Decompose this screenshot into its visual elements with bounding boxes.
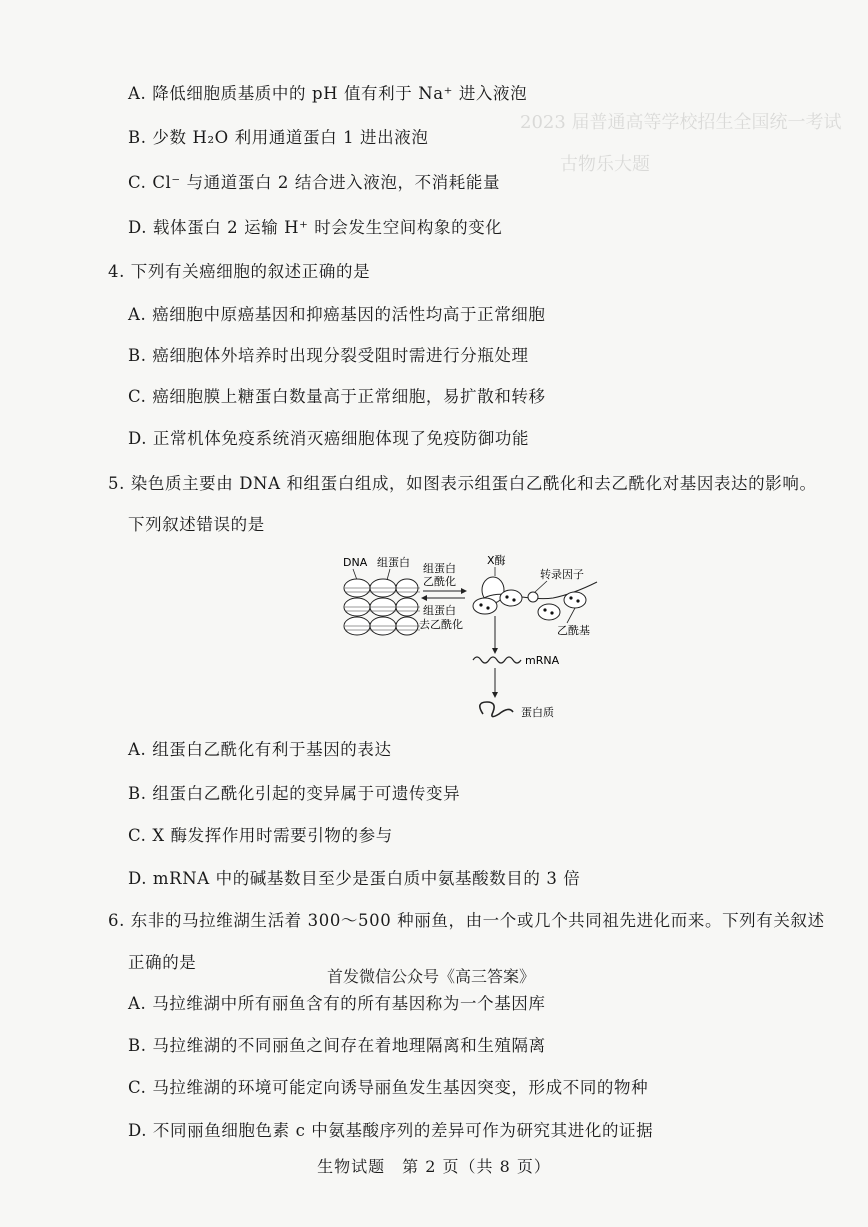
deacetylation-label-1: 组蛋白 bbox=[423, 604, 456, 617]
q6-option-b: B. 马拉维湖的不同丽鱼之间存在着地理隔离和生殖隔离 bbox=[128, 1036, 546, 1055]
q4-option-d: D. 正常机体免疫系统消灭癌细胞体现了免疫防御功能 bbox=[128, 429, 530, 448]
q3-option-d: D. 载体蛋白 2 运输 H⁺ 时会发生空间构象的变化 bbox=[128, 218, 503, 237]
bleed-through-text: 古物乐大题 bbox=[560, 154, 650, 175]
q3-option-a: A. 降低细胞质基质中的 pH 值有利于 Na⁺ 进入液泡 bbox=[128, 84, 528, 103]
q6-option-d: D. 不同丽鱼细胞色素 c 中氨基酸序列的差异可作为研究其进化的证据 bbox=[128, 1121, 654, 1140]
acetylation-label-1: 组蛋白 bbox=[423, 562, 456, 575]
q5-option-c: C. X 酶发挥作用时需要引物的参与 bbox=[128, 826, 393, 845]
acetyl-group-label: 乙酰基 bbox=[557, 624, 590, 637]
mrna-label: mRNA bbox=[525, 654, 560, 667]
q5-stem-line1: 5. 染色质主要由 DNA 和组蛋白组成，如图表示组蛋白乙酰化和去乙酰化对基因表达的影响。 bbox=[108, 474, 817, 493]
acetylation-label-2: 乙酰化 bbox=[423, 575, 456, 588]
deacetylation-label-2: 去乙酰化 bbox=[419, 618, 463, 631]
q4-stem: 4. 下列有关癌细胞的叙述正确的是 bbox=[108, 262, 371, 281]
protein-label: 蛋白质 bbox=[521, 706, 554, 719]
transcription-factor-label: 转录因子 bbox=[540, 568, 584, 581]
q5-stem-line2: 下列叙述错误的是 bbox=[128, 515, 265, 534]
wechat-watermark: 首发微信公众号《高三答案》 bbox=[327, 967, 536, 986]
x-enzyme-label: X酶 bbox=[487, 554, 506, 567]
q6-stem-line1: 6. 东非的马拉维湖生活着 300～500 种丽鱼，由一个或几个共同祖先进化而来。下列有关叙述 bbox=[108, 911, 825, 930]
protein-shape bbox=[480, 702, 513, 717]
q6-stem-line2: 正确的是 bbox=[128, 953, 197, 972]
q5-option-b: B. 组蛋白乙酰化引起的变异属于可遗传变异 bbox=[128, 784, 461, 803]
q4-option-c: C. 癌细胞膜上糖蛋白数量高于正常细胞，易扩散和转移 bbox=[128, 387, 546, 406]
histone-label: 组蛋白 bbox=[377, 556, 410, 569]
transcription-factor-shape bbox=[528, 592, 538, 602]
q4-option-a: A. 癌细胞中原癌基因和抑癌基因的活性均高于正常细胞 bbox=[128, 305, 546, 324]
q6-option-c: C. 马拉维湖的环境可能定向诱导丽鱼发生基因突变，形成不同的物种 bbox=[128, 1078, 649, 1097]
page-footer: 生物试题 第 2 页（共 8 页） bbox=[317, 1157, 551, 1176]
q5-option-d: D. mRNA 中的碱基数目至少是蛋白质中氨基酸数目的 3 倍 bbox=[128, 869, 581, 888]
q4-option-b: B. 癌细胞体外培养时出现分裂受阻时需进行分瓶处理 bbox=[128, 346, 529, 365]
q5-option-a: A. 组蛋白乙酰化有利于基因的表达 bbox=[128, 740, 392, 759]
q3-option-c: C. Cl⁻ 与通道蛋白 2 结合进入液泡，不消耗能量 bbox=[128, 173, 501, 192]
bleed-through-text: 2023 届普通高等学校招生全国统一考试 bbox=[520, 112, 842, 133]
condensed-chromatin bbox=[344, 579, 420, 635]
mrna-strand bbox=[473, 657, 521, 663]
q3-option-b: B. 少数 H₂O 利用通道蛋白 1 进出液泡 bbox=[128, 128, 429, 147]
histone-acetylation-figure bbox=[335, 552, 605, 722]
dna-label: DNA bbox=[343, 556, 368, 569]
q6-option-a: A. 马拉维湖中所有丽鱼含有的所有基因称为一个基因库 bbox=[128, 994, 546, 1013]
